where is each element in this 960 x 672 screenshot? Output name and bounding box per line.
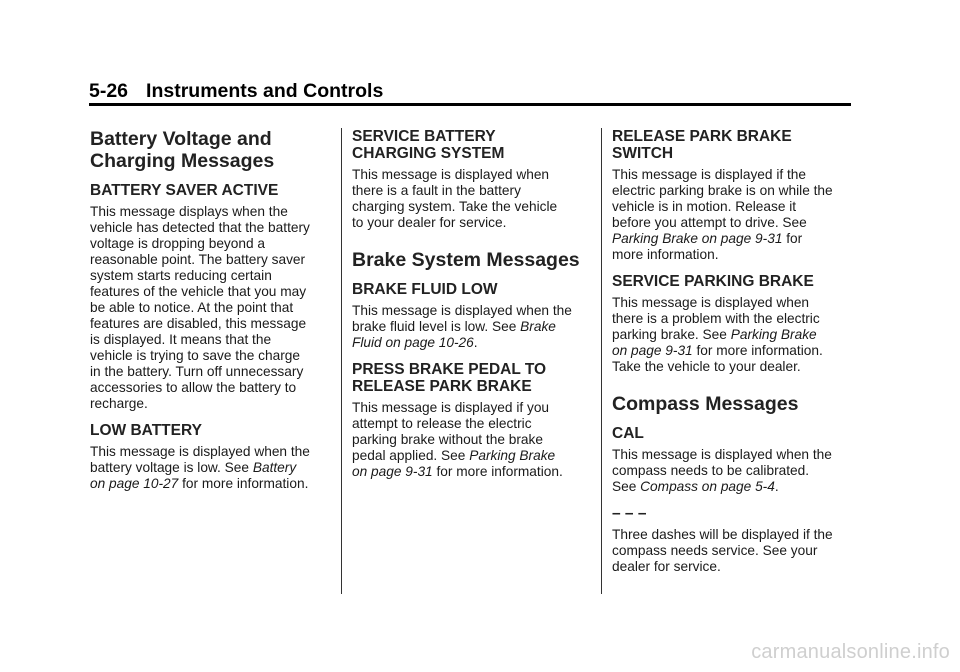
heading-line: SERVICE BATTERY	[352, 128, 496, 145]
cross-reference-link[interactable]: Parking Brake	[469, 448, 556, 463]
heading-dashes: – – –	[612, 505, 647, 522]
heading-line: PRESS BRAKE PEDAL TO	[352, 361, 547, 378]
text-line: vehicle is trying to save the charge	[90, 348, 300, 363]
text-line: there is a problem with the electric	[612, 311, 820, 326]
heading-brake-fluid: BRAKE FLUID LOW	[352, 281, 498, 298]
text-line: This message is displayed when	[352, 167, 550, 182]
text-line: features are disabled, this message	[90, 316, 307, 331]
brake-fluid-body	[352, 303, 590, 351]
text-line: compass needs to be calibrated.	[612, 463, 810, 478]
text-line: vehicle is in motion. Release it	[612, 199, 797, 214]
watermark: carmanualsonline.info	[751, 641, 950, 663]
service-parking-body	[612, 295, 857, 375]
text-line: parking brake without the brake	[352, 432, 543, 447]
heading-service-battery	[352, 128, 590, 162]
cross-reference-link[interactable]: Parking Brake on page 9-31	[612, 231, 783, 246]
text-line: in the battery. Turn off unnecessary	[90, 364, 304, 379]
text-line: reasonable point. The battery saver	[90, 252, 306, 267]
service-battery-body	[352, 167, 590, 231]
text-line: .	[473, 335, 478, 350]
section-title-compass: Compass Messages	[612, 393, 799, 415]
text-line: be able to notice. At the point that	[90, 300, 294, 315]
text-line: pedal applied. See	[352, 448, 470, 463]
text-line: system starts reducing certain	[90, 268, 272, 283]
text-line: voltage is dropping beyond a	[90, 236, 266, 251]
text-line: accessories to allow the battery to	[90, 380, 297, 395]
column-1	[90, 128, 330, 492]
press-brake-body	[352, 400, 590, 480]
heading-battery-saver: BATTERY SAVER ACTIVE	[90, 182, 279, 199]
text-line: vehicle has detected that the battery	[90, 220, 310, 235]
heading-line: RELEASE PARK BRAKE	[352, 378, 532, 395]
text-line: dealer for service.	[612, 559, 721, 574]
text-line: This message is displayed when the	[90, 444, 310, 459]
text-line: for more information.	[178, 476, 309, 491]
text-line: Three dashes will be displayed if the	[612, 527, 833, 542]
cal-body	[612, 447, 857, 495]
text-line: .	[774, 479, 779, 494]
column-divider-1	[341, 128, 342, 594]
cross-reference-link[interactable]: on page 9-31	[612, 343, 693, 358]
text-line: compass needs service. See your	[612, 543, 818, 558]
text-line: before you attempt to drive. See	[612, 215, 807, 230]
text-line: This message displays when the	[90, 204, 288, 219]
text-line: for more information.	[432, 464, 563, 479]
heading-line: SWITCH	[612, 145, 674, 162]
text-line: Take the vehicle to your dealer.	[612, 359, 801, 374]
cross-reference-link[interactable]: Battery	[252, 460, 297, 475]
battery-saver-body	[90, 204, 330, 412]
cross-reference-link[interactable]: Parking Brake	[730, 327, 817, 342]
chapter-title: Instruments and Controls	[146, 80, 384, 102]
section-title-brake: Brake System Messages	[352, 249, 580, 271]
text-line: more information.	[612, 247, 719, 262]
cross-reference-link[interactable]: Brake	[520, 319, 556, 334]
column-divider-2	[601, 128, 602, 594]
text-line: charging system. Take the vehicle	[352, 199, 558, 214]
text-line: is displayed. It means that the	[90, 332, 272, 347]
section-title-battery	[90, 128, 330, 172]
text-line: parking brake. See	[612, 327, 731, 342]
cross-reference-link[interactable]: Compass on page 5-4	[640, 479, 775, 494]
text-line: This message is displayed when the	[352, 303, 572, 318]
text-line: brake fluid level is low. See	[352, 319, 521, 334]
text-line: This message is displayed if the	[612, 167, 806, 182]
column-3	[612, 128, 857, 575]
heading-cal: CAL	[612, 425, 644, 442]
cross-reference-link[interactable]: on page 10-27	[90, 476, 179, 491]
heading-line: CHARGING SYSTEM	[352, 145, 505, 162]
section-title-line-1: Battery Voltage and	[90, 128, 272, 150]
heading-line: RELEASE PARK BRAKE	[612, 128, 792, 145]
text-line: battery voltage is low. See	[90, 460, 253, 475]
text-line: features of the vehicle that you may	[90, 284, 307, 299]
dashes-body	[612, 527, 857, 575]
column-2	[352, 128, 590, 480]
heading-press-brake	[352, 361, 590, 395]
text-line: for more information.	[692, 343, 823, 358]
text-line: This message is displayed when the	[612, 447, 832, 462]
cross-reference-link[interactable]: Fluid on page 10-26	[352, 335, 474, 350]
page-header	[89, 80, 383, 103]
text-line: electric parking brake is on while the	[612, 183, 833, 198]
heading-service-parking: SERVICE PARKING BRAKE	[612, 273, 814, 290]
text-line: This message is displayed if you	[352, 400, 550, 415]
heading-release-park	[612, 128, 857, 162]
header-rule	[89, 103, 851, 106]
text-line: to your dealer for service.	[352, 215, 507, 230]
section-title-line-2: Charging Messages	[90, 150, 275, 172]
low-battery-body	[90, 444, 330, 492]
page-number: 5-26	[89, 80, 129, 102]
cross-reference-link[interactable]: on page 9-31	[352, 464, 433, 479]
text-line: attempt to release the electric	[352, 416, 532, 431]
text-line: See	[612, 479, 641, 494]
heading-low-battery: LOW BATTERY	[90, 422, 202, 439]
release-park-body	[612, 167, 857, 263]
text-line: for	[782, 231, 803, 246]
text-line: there is a fault in the battery	[352, 183, 521, 198]
text-line: This message is displayed when	[612, 295, 810, 310]
text-line: recharge.	[90, 396, 148, 411]
